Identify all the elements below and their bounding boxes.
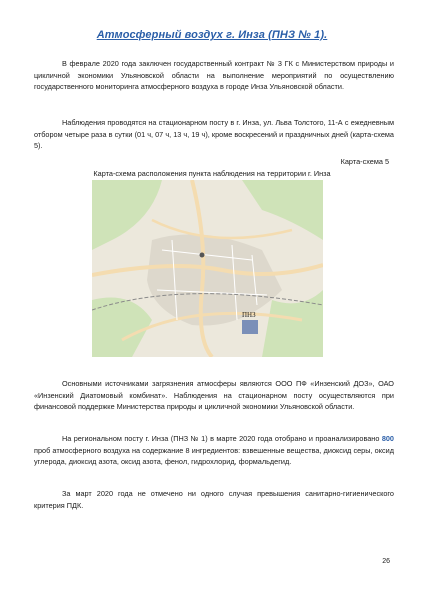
map-reference-label: Карта-схема 5: [340, 157, 389, 166]
paragraph-observations: Наблюдения проводятся на стационарном посту в г. Инза, ул. Льва Толстого, 11-А с ежедневным отбором четыре раза в сутки (01 ч, 07 ч, 13 ч, 19 ч), кроме воскресений и праздничных дней (карта-схема 5).: [34, 118, 394, 151]
station-marker: [242, 320, 258, 334]
station-label: ПНЗ: [242, 311, 256, 319]
paragraph-conclusion: За март 2020 года не отмечено ни одного случая превышения санитарно-гигиенического критерия ПДК.: [34, 489, 394, 510]
paragraph-sampling: [34, 433, 394, 468]
paragraph-pollution-sources: Основными источниками загрязнения атмосферы являются ООО ПФ «Инзенский ДОЗ», ОАО «Инзенский Диатомовый комбинат». Наблюдения на стационарном посту осуществляются при финансовой поддержке Министерства природы и цикличной экономики Ульяновской области.: [34, 379, 394, 412]
map-caption: Карта-схема расположения пункта наблюдения на территории г. Инза: [93, 169, 331, 178]
page-number: 26: [382, 558, 390, 565]
city-center-marker: [200, 253, 205, 258]
page-title: Атмосферный воздух г. Инза (ПНЗ № 1).: [96, 29, 328, 41]
sampling-text-start: На региональном посту г. Инза (ПНЗ № 1) в марте 2020 года отобрано и проанализировано: [62, 434, 382, 443]
city-map: [92, 180, 323, 357]
sample-count: 800: [381, 434, 394, 443]
paragraph-contract: В феврале 2020 года заключен государственный контракт № 3 ГК с Министерством природы и цикличной экономики Ульяновской области на выполнение мероприятий по осуществлению государственного мониторинга атмосферного воздуха в городе Инза Ульяновской области.: [34, 59, 394, 92]
sampling-text-end: проб атмосферного воздуха на содержание 8 ингредиентов: взвешенные вещества, диоксид серы, оксид углерода, диоксид азота, оксид азота, фенол, гидрохлорид, формальдегид.: [34, 445, 394, 467]
